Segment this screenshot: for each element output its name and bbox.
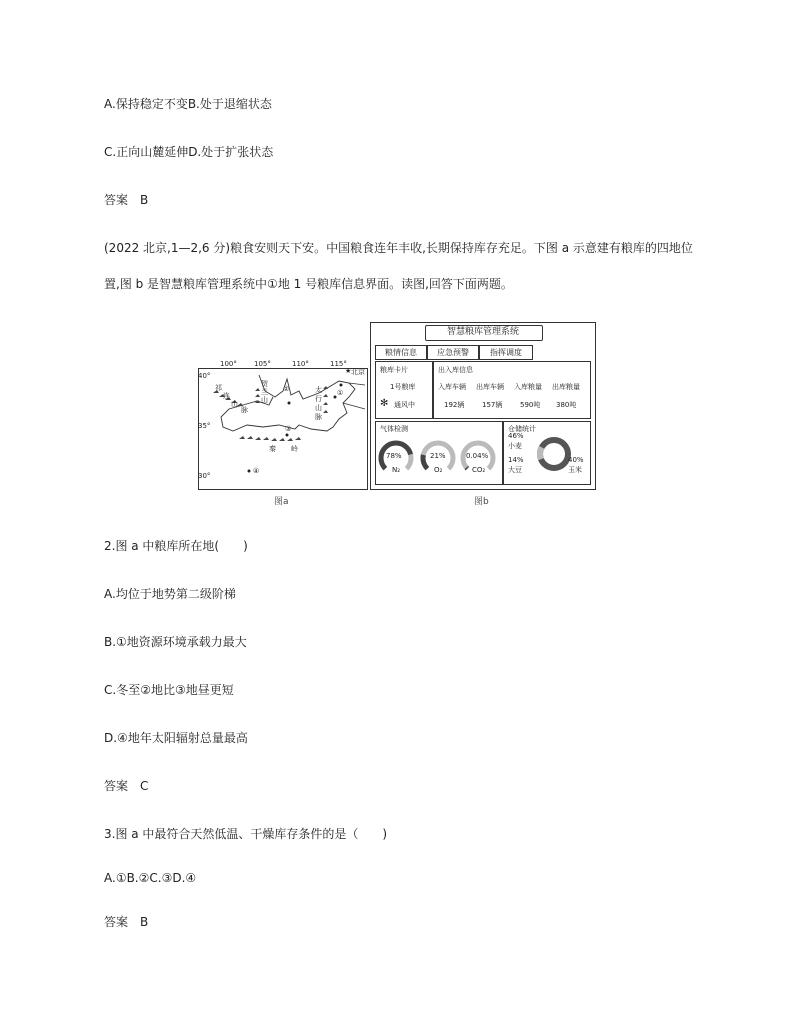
inout-panel — [433, 361, 591, 419]
qilian-label-2: 连 — [223, 392, 230, 400]
answer-2: 答案 C — [104, 779, 149, 793]
corn-pct: 40% — [568, 456, 584, 464]
tab-grain-info[interactable]: 粮情信息 — [375, 345, 427, 360]
val-in-grain: 590吨 — [520, 401, 541, 409]
gas-n2-value: 78% — [386, 452, 402, 460]
q2-option-a: A.均位于地势第二级阶梯 — [104, 587, 236, 601]
q3-options: A.①B.②C.③D.④ — [104, 871, 197, 885]
granary-status: 通风中 — [394, 401, 415, 409]
site-1-label: ① — [337, 389, 344, 397]
lon-label-110: 110° — [292, 360, 309, 368]
taihang-label-4: 脉 — [315, 413, 322, 421]
taihang-label-2: 行 — [315, 395, 322, 403]
helan-label-3: 山 — [261, 396, 268, 404]
inout-header: 出入库信息 — [438, 366, 473, 374]
answer-3: 答案 B — [104, 915, 149, 929]
gas-o2-label: O₂ — [434, 466, 443, 474]
intro-line-1: (2022 北京,1—2,6 分)粮食安则天下安。中国粮食连年丰收,长期保持库存充足。下图 a 示意建有粮库的四地位 — [104, 241, 693, 255]
q-option-line-1: A.保持稳定不变B.处于退缩状态 — [104, 97, 272, 111]
gas-co2-label: CO₂ — [472, 466, 486, 474]
beijing-star-icon: ★ — [345, 367, 352, 375]
wheat-name: 小麦 — [508, 442, 522, 450]
caption-figure-b: 图b — [474, 497, 489, 507]
soy-pct: 14% — [508, 456, 524, 464]
lat-label-35: 35° — [198, 422, 211, 430]
val-in-vehicles: 192辆 — [444, 401, 465, 409]
storage-header: 仓储统计 — [508, 425, 536, 433]
lon-label-105: 105° — [254, 360, 271, 368]
qilian-label-1: 祁 — [215, 384, 222, 392]
caption-figure-a: 图a — [274, 497, 289, 507]
gas-n2-label: N₂ — [392, 466, 401, 474]
answer-1: 答案 B — [104, 193, 149, 207]
q2-option-b: B.①地资源环境承载力最大 — [104, 635, 247, 649]
site-2-label: ② — [283, 385, 290, 393]
map-figure-a — [198, 368, 368, 490]
question-2: 2.图 a 中粮库所在地( ) — [104, 539, 248, 553]
corn-name: 玉米 — [568, 466, 582, 474]
lon-label-100: 100° — [220, 360, 237, 368]
question-3: 3.图 a 中最符合天然低温、干燥库存条件的是（ ) — [104, 827, 388, 841]
gas-co2-value: 0.04% — [466, 452, 489, 460]
col-out-grain: 出库粮量 — [552, 383, 580, 391]
val-out-grain: 380吨 — [556, 401, 577, 409]
gas-panel — [375, 421, 503, 485]
lon-label-115: 115° — [330, 360, 347, 368]
col-out-vehicles: 出库车辆 — [476, 383, 504, 391]
qilian-label-3: 山 — [231, 400, 238, 408]
gas-header: 气体检测 — [380, 425, 408, 433]
wheat-pct: 46% — [508, 432, 524, 440]
figure — [198, 320, 598, 510]
q-option-line-2: C.正向山麓延伸D.处于扩张状态 — [104, 145, 274, 159]
gas-o2-value: 21% — [430, 452, 446, 460]
qinling-label-2: 岭 — [291, 445, 298, 453]
q2-option-c: C.冬至②地比③地昼更短 — [104, 683, 234, 697]
grain-system-panel — [370, 322, 596, 490]
intro-line-2: 置,图 b 是智慧粮库管理系统中①地 1 号粮库信息界面。读图,回答下面两题。 — [104, 277, 513, 291]
site-3-label: ③ — [285, 425, 292, 433]
taihang-label-3: 山 — [315, 404, 322, 412]
tab-emergency[interactable]: 应急预警 — [427, 345, 479, 360]
qinling-label-1: 秦 — [269, 445, 276, 453]
qilian-label-4: 脉 — [241, 406, 248, 414]
soy-name: 大豆 — [508, 466, 522, 474]
helan-label-1: 贺 — [261, 380, 268, 388]
tab-dispatch[interactable]: 指挥调度 — [479, 345, 533, 360]
col-in-grain: 入库粮量 — [514, 383, 542, 391]
storage-panel — [503, 421, 591, 485]
system-title: 智慧粮库管理系统 — [446, 327, 519, 337]
beijing-label: 北京 — [351, 368, 365, 376]
lat-label-40: 40° — [198, 372, 211, 380]
card-header: 粮库卡片 — [380, 366, 408, 374]
val-out-vehicles: 157辆 — [482, 401, 503, 409]
granary-name: 1号粮库 — [390, 383, 416, 391]
site-4-label: ④ — [253, 467, 260, 475]
col-in-vehicles: 入库车辆 — [438, 383, 466, 391]
lat-label-30: 30° — [198, 472, 211, 480]
q2-option-d: D.④地年太阳辐射总量最高 — [104, 731, 248, 745]
granary-card-panel — [375, 361, 433, 419]
taihang-label-1: 太 — [315, 386, 322, 394]
fan-icon: ✻ — [380, 398, 389, 409]
helan-label-2: 兰 — [261, 388, 268, 396]
